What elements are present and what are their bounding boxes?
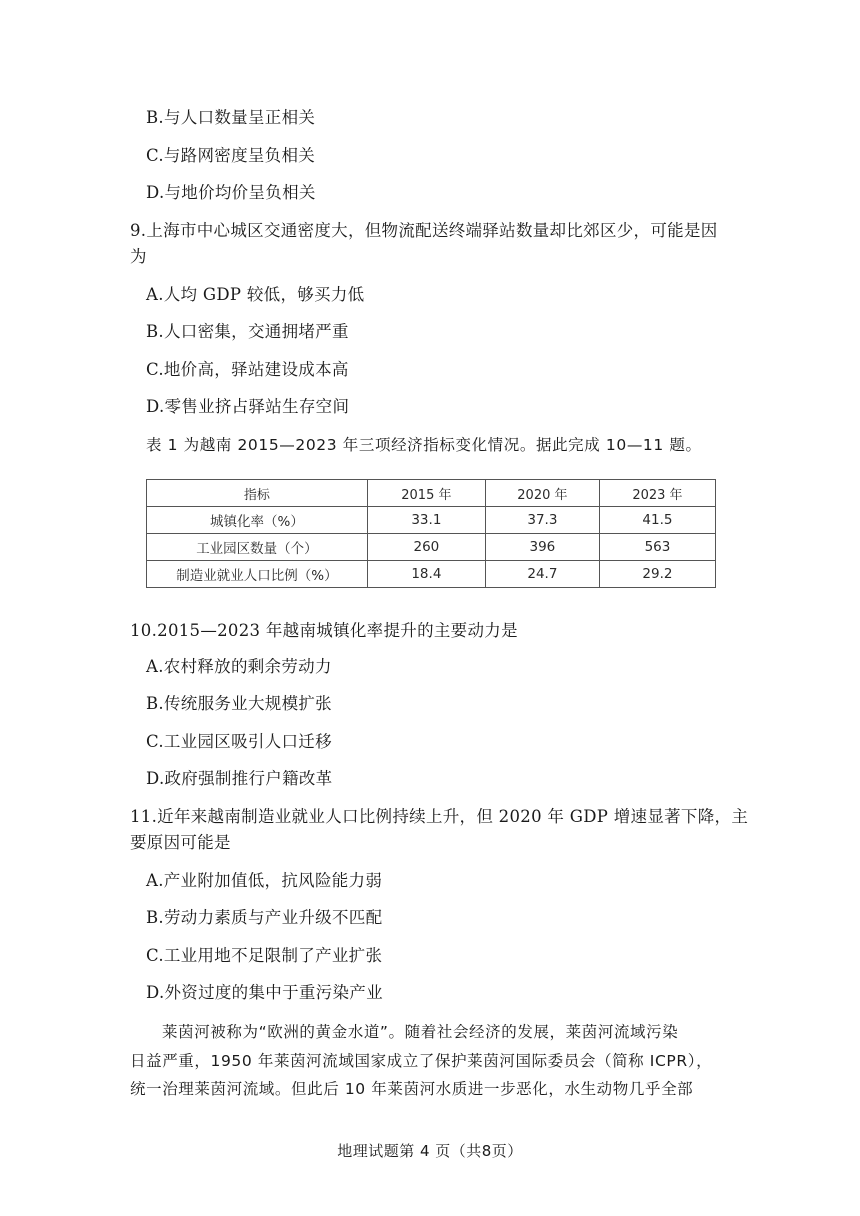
q9-option-c: C.地价高，驿站建设成本高: [146, 360, 349, 379]
q10-option-c: C.工业园区吸引人口迁移: [146, 732, 332, 751]
q8-option-d: D.与地价均价呈负相关: [146, 183, 316, 202]
q10-option-d: D.政府强制推行户籍改革: [146, 769, 333, 788]
table-intro: 表 1 为越南 2015—2023 年三项经济指标变化情况。据此完成 10—11 题。: [146, 436, 702, 454]
q10-option-b: B.传统服务业大规模扩张: [146, 694, 332, 713]
table-cell: 41.5: [599, 507, 715, 534]
table-cell: 29.2: [599, 561, 715, 588]
table-header-cell: 指标: [147, 480, 368, 507]
table-cell: 18.4: [367, 561, 485, 588]
q9-stem-line2: 为: [130, 247, 147, 266]
page-footer: 地理试题第 4 页（共8页）: [337, 1142, 523, 1160]
q11-stem-line2: 要原因可能是: [130, 833, 231, 852]
q11-stem-line1: 11.近年来越南制造业就业人口比例持续上升，但 2020 年 GDP 增速显著下降，主: [130, 807, 749, 826]
passage-line: 统一治理莱茵河流域。但此后 10 年莱茵河水质进一步恶化，水生动物几乎全部: [130, 1080, 694, 1098]
passage-line: 莱茵河被称为“欧洲的黄金水道”。随着社会经济的发展，莱茵河流域污染: [162, 1023, 679, 1041]
q11-option-c: C.工业用地不足限制了产业扩张: [146, 946, 383, 965]
table-cell: 396: [485, 534, 599, 561]
q11-option-b: B.劳动力素质与产业升级不匹配: [146, 908, 383, 927]
table-cell: 33.1: [367, 507, 485, 534]
table-header-cell: 2015 年: [367, 480, 485, 507]
table-row: [147, 507, 716, 534]
q11-option-d: D.外资过度的集中于重污染产业: [146, 983, 383, 1002]
q9-option-a: A.人均 GDP 较低，够买力低: [146, 285, 365, 304]
q11-option-a: A.产业附加值低，抗风险能力弱: [146, 871, 383, 890]
q10-option-a: A.农村释放的剩余劳动力: [146, 657, 332, 676]
q9-stem-line1: 9.上海市中心城区交通密度大，但物流配送终端驿站数量却比郊区少，可能是因: [130, 221, 718, 240]
q9-option-d: D.零售业挤占驿站生存空间: [146, 397, 350, 416]
table-header-cell: 2020 年: [485, 480, 599, 507]
q10-stem: 10.2015—2023 年越南城镇化率提升的主要动力是: [130, 621, 518, 640]
table-cell: 260: [367, 534, 485, 561]
table-row: [147, 534, 716, 561]
table-cell: 城镇化率（%）: [147, 507, 368, 534]
table-cell: 工业园区数量（个）: [147, 534, 368, 561]
q9-option-b: B.人口密集，交通拥堵严重: [146, 322, 349, 341]
q8-option-c: C.与路网密度呈负相关: [146, 146, 316, 165]
table-header-row: [147, 480, 716, 507]
economic-indicator-table: [146, 479, 716, 588]
table-cell: 563: [599, 534, 715, 561]
table-header-cell: 2023 年: [599, 480, 715, 507]
table-cell: 37.3: [485, 507, 599, 534]
table-cell: 制造业就业人口比例（%）: [147, 561, 368, 588]
passage-line: 日益严重，1950 年莱茵河流域国家成立了保护莱茵河国际委员会（简称 ICPR），: [130, 1052, 713, 1070]
table-cell: 24.7: [485, 561, 599, 588]
q8-option-b: B.与人口数量呈正相关: [146, 108, 316, 127]
table-row: [147, 561, 716, 588]
